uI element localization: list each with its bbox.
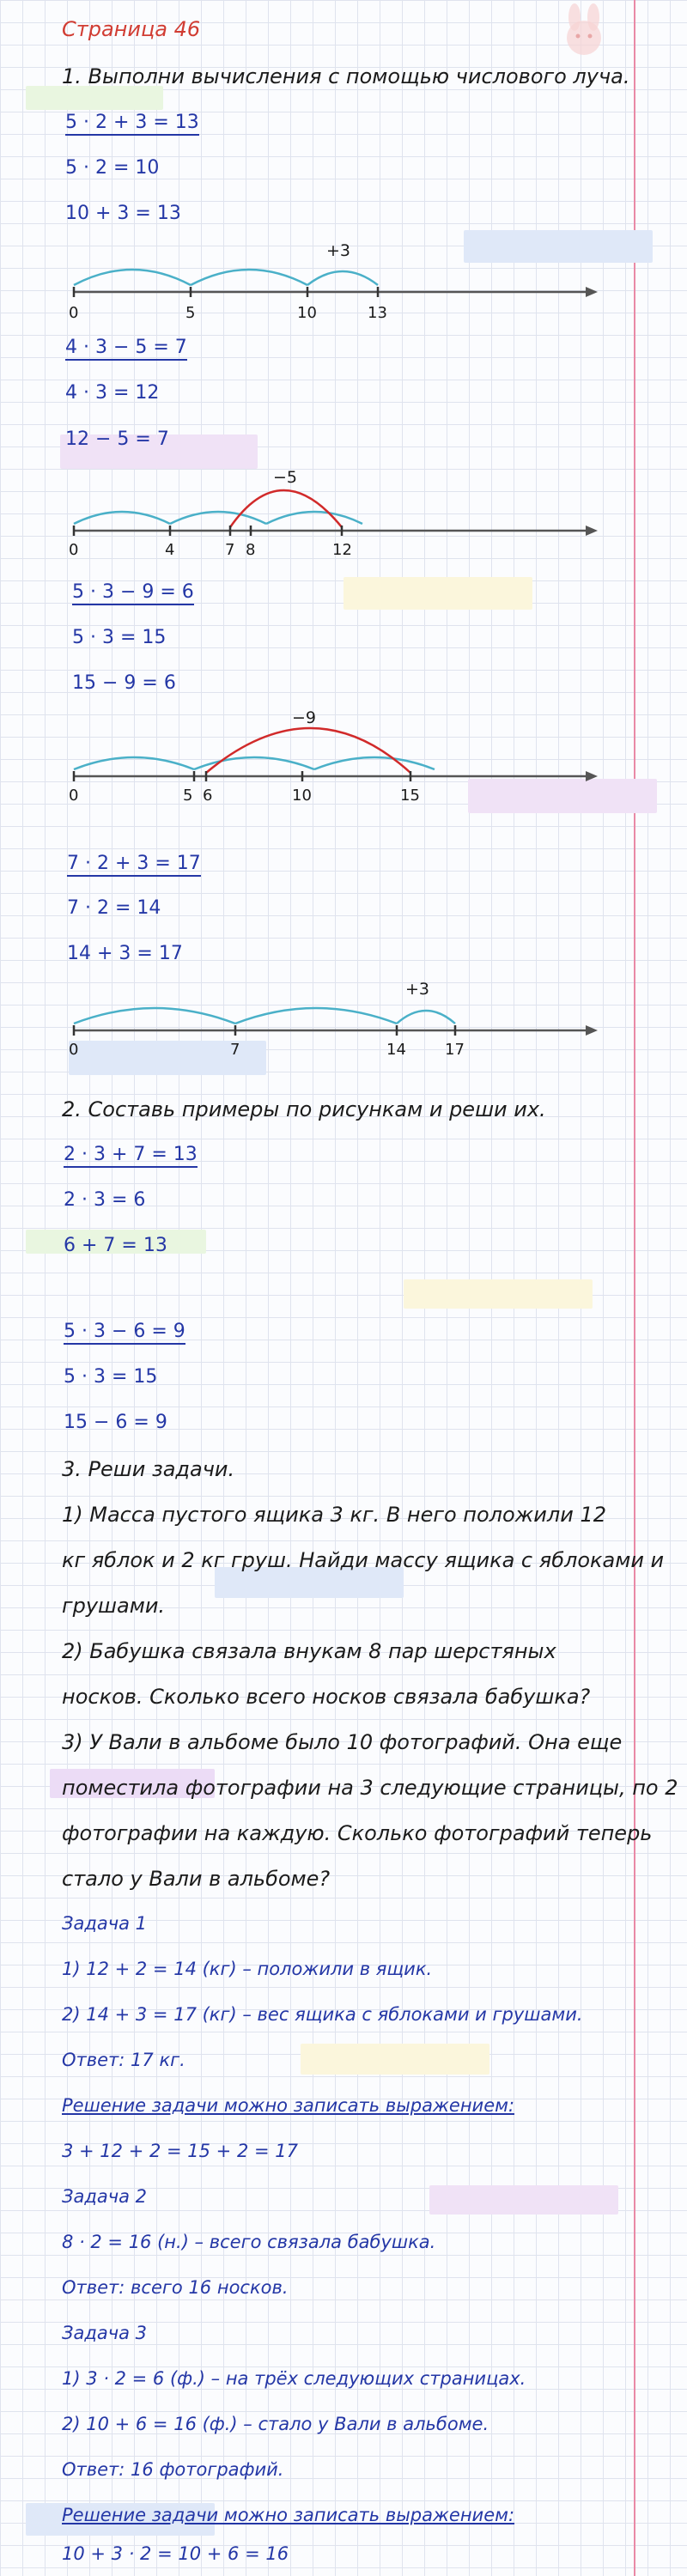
tick-label: 5 <box>183 787 193 805</box>
task1-ex2-step2: 12 − 5 = 7 <box>65 428 169 450</box>
solution1-step2: 2) 14 + 3 = 17 (кг) – вес ящика с яблоками и грушами. <box>62 2004 583 2025</box>
solution3-step2: 2) 10 + 6 = 16 (ф.) – стало у Вали в альбоме. <box>62 2414 489 2434</box>
number-line-2 <box>0 460 601 559</box>
tick-label: 17 <box>445 1041 465 1059</box>
task1-ex2-expression: 4 · 3 − 5 = 7 <box>65 337 187 361</box>
task1-ex1-step2: 10 + 3 = 13 <box>65 203 181 224</box>
solution1-step1: 1) 12 + 2 = 14 (кг) – положили в ящик. <box>62 1959 433 1979</box>
highlight-block <box>429 2185 618 2215</box>
task1-ex3-step2: 15 − 9 = 6 <box>72 672 176 694</box>
task1-ex2-step1: 4 · 3 = 12 <box>65 382 160 404</box>
task1-ex4-step2: 14 + 3 = 17 <box>67 943 183 964</box>
task1-ex1-step1: 5 · 2 = 10 <box>65 157 160 179</box>
tick-label: 0 <box>69 304 79 322</box>
tick-label: 10 <box>292 787 312 805</box>
tick-label: 12 <box>332 541 352 559</box>
problem1-line: 1) Масса пустого ящика 3 кг. В него положили 12 <box>62 1503 607 1527</box>
problem3-line: фотографии на каждую. Сколько фотографий теперь <box>62 1821 653 1845</box>
solution1-note: Решение задачи можно записать выражением: <box>62 2095 515 2116</box>
tick-label: 4 <box>165 541 175 559</box>
solution3-title: Задача 3 <box>62 2323 148 2343</box>
solution3-expression: 10 + 3 · 2 = 10 + 6 = 16 <box>62 2543 289 2564</box>
task2-ex2-expression: 5 · 3 − 6 = 9 <box>64 1321 185 1345</box>
tick-label: 7 <box>230 1041 240 1059</box>
number-line-1 <box>0 232 601 326</box>
jump-label: −9 <box>292 708 317 727</box>
highlight-block <box>344 577 532 610</box>
tick-label: 13 <box>368 304 387 322</box>
tick-label: 7 <box>225 541 235 559</box>
task2-ex2-step2: 15 − 6 = 9 <box>64 1412 167 1433</box>
task1-ex4-step1: 7 · 2 = 14 <box>67 897 161 919</box>
jump-label: −5 <box>273 468 298 487</box>
task3-heading: 3. Реши задачи. <box>62 1457 235 1481</box>
tick-label: 0 <box>69 787 79 805</box>
problem1-line: грушами. <box>62 1594 166 1618</box>
task2-heading: 2. Составь примеры по рисункам и реши их. <box>62 1097 546 1121</box>
solution3-note: Решение задачи можно записать выражением: <box>62 2505 515 2525</box>
problem2-line: 2) Бабушка связала внукам 8 пар шерстяных <box>62 1639 556 1663</box>
page-title: Страница 46 <box>62 17 201 41</box>
solution3-answer: Ответ: 16 фотографий. <box>62 2459 284 2480</box>
solution1-answer: Ответ: 17 кг. <box>62 2050 185 2070</box>
task1-ex4-expression: 7 · 2 + 3 = 17 <box>67 853 201 877</box>
solution2-step1: 8 · 2 = 16 (н.) – всего связала бабушка. <box>62 2232 436 2252</box>
jump-label: +3 <box>326 241 351 260</box>
tick-label: 6 <box>203 787 213 805</box>
task1-heading: 1. Выполни вычисления с помощью числового луча. <box>62 64 630 88</box>
solution1-expression: 3 + 12 + 2 = 15 + 2 = 17 <box>62 2141 298 2161</box>
tick-label: 0 <box>69 541 79 559</box>
tick-label: 8 <box>246 541 256 559</box>
problem1-line: кг яблок и 2 кг груш. Найди массу ящика с яблоками и <box>62 1548 665 1572</box>
task1-ex1-expression: 5 · 2 + 3 = 13 <box>65 112 199 136</box>
problem2-line: носков. Сколько всего носков связала бабушка? <box>62 1685 591 1709</box>
solution2-answer: Ответ: всего 16 носков. <box>62 2277 289 2298</box>
task2-ex1-step1: 2 · 3 = 6 <box>64 1189 146 1211</box>
jump-label: +3 <box>405 980 430 999</box>
task1-ex3-expression: 5 · 3 − 9 = 6 <box>72 581 194 605</box>
number-line-3 <box>0 697 601 805</box>
problem3-line: поместила фотографии на 3 следующие страницы, по 2 <box>62 1776 678 1800</box>
solution3-step1: 1) 3 · 2 = 6 (ф.) – на трёх следующих страницах. <box>62 2368 526 2389</box>
notebook-margin-line <box>634 0 635 2576</box>
tick-label: 0 <box>69 1041 79 1059</box>
number-line-4 <box>0 970 601 1065</box>
task2-ex1-step2: 6 + 7 = 13 <box>64 1235 167 1256</box>
task2-ex1-expression: 2 · 3 + 7 = 13 <box>64 1144 198 1168</box>
solution2-title: Задача 2 <box>62 2186 148 2207</box>
task1-ex3-step1: 5 · 3 = 15 <box>72 627 167 648</box>
highlight-block <box>26 86 163 110</box>
tick-label: 14 <box>386 1041 406 1059</box>
problem3-line: стало у Вали в альбоме? <box>62 1867 331 1891</box>
tick-label: 15 <box>400 787 420 805</box>
solution1-title: Задача 1 <box>62 1913 148 1934</box>
problem3-line: 3) У Вали в альбоме было 10 фотографий. Она еще <box>62 1730 623 1754</box>
task2-ex2-step1: 5 · 3 = 15 <box>64 1366 158 1388</box>
tick-label: 5 <box>185 304 196 322</box>
highlight-block <box>404 1279 593 1309</box>
bunny-logo-icon <box>554 2 614 62</box>
tick-label: 10 <box>297 304 317 322</box>
highlight-block <box>301 2044 489 2075</box>
